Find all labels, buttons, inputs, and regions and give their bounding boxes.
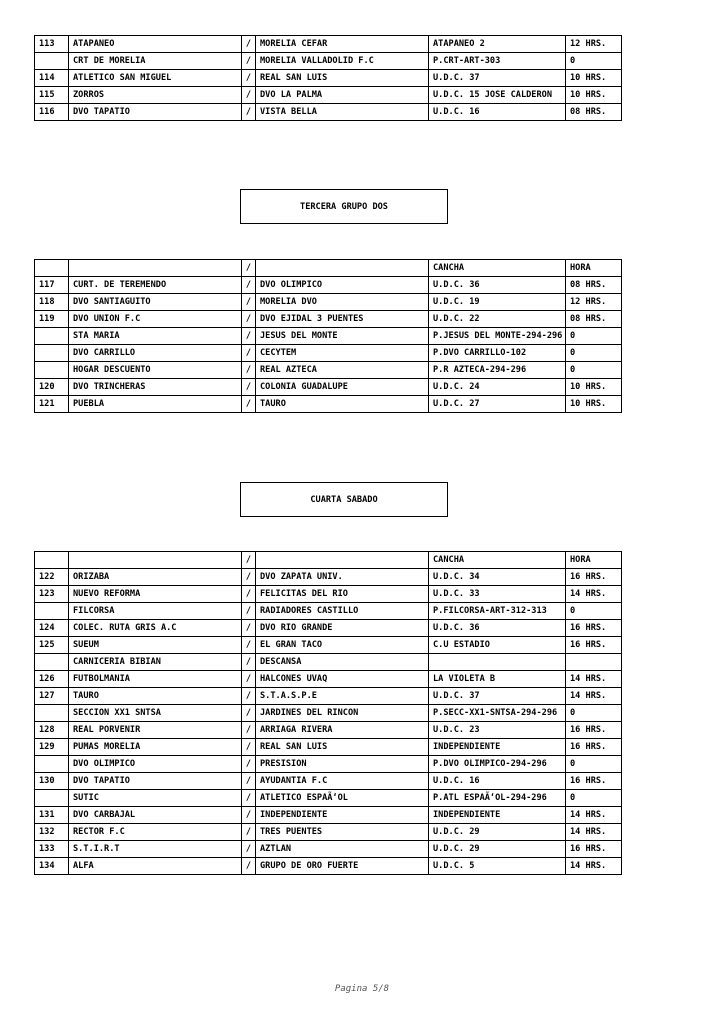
home-team: ZORROS	[69, 87, 242, 104]
match-number: 127	[35, 688, 69, 705]
home-team: SUEUM	[69, 637, 242, 654]
away-team: DESCANSA	[256, 654, 429, 671]
away-team: TAURO	[256, 396, 429, 413]
match-number: 121	[35, 396, 69, 413]
table-row	[35, 345, 622, 362]
separator: /	[242, 756, 256, 773]
home-team: FILCORSA	[69, 603, 242, 620]
kickoff-time: 0	[566, 756, 622, 773]
away-team: JARDINES DEL RINCON	[256, 705, 429, 722]
table-row	[35, 620, 622, 637]
separator: /	[242, 311, 256, 328]
venue: U.D.C. 22	[429, 311, 566, 328]
venue: P.DVO CARRILLO-102	[429, 345, 566, 362]
table-row	[35, 362, 622, 379]
table-row	[35, 328, 622, 345]
venue: U.D.C. 34	[429, 569, 566, 586]
table-row	[35, 311, 622, 328]
match-number	[35, 756, 69, 773]
match-number	[35, 345, 69, 362]
away-team: FELICITAS DEL RIO	[256, 586, 429, 603]
table-row	[35, 824, 622, 841]
header-kickoff-time: HORA	[566, 552, 622, 569]
venue: P.SECC-XX1-SNTSA-294-296	[429, 705, 566, 722]
kickoff-time: 14 HRS.	[566, 586, 622, 603]
separator: /	[242, 858, 256, 875]
kickoff-time: 14 HRS.	[566, 671, 622, 688]
away-team: JESUS DEL MONTE	[256, 328, 429, 345]
kickoff-time: 14 HRS.	[566, 688, 622, 705]
venue: U.D.C. 29	[429, 824, 566, 841]
away-team: COLONIA GUADALUPE	[256, 379, 429, 396]
home-team: DVO TAPATIO	[69, 773, 242, 790]
match-number: 116	[35, 104, 69, 121]
table-row	[35, 104, 622, 121]
match-number	[35, 790, 69, 807]
venue: U.D.C. 16	[429, 104, 566, 121]
venue: C.U ESTADIO	[429, 637, 566, 654]
venue: P.FILCORSA-ART-312-313	[429, 603, 566, 620]
home-team: REAL PORVENIR	[69, 722, 242, 739]
separator: /	[242, 36, 256, 53]
venue: P.DVO OLIMPICO-294-296	[429, 756, 566, 773]
page-footer: Pagina 5/8	[334, 984, 390, 994]
away-team: DVO ZAPATA UNIV.	[256, 569, 429, 586]
match-number: 115	[35, 87, 69, 104]
away-team: MORELIA VALLADOLID F.C	[256, 53, 429, 70]
home-team: ORIZABA	[69, 569, 242, 586]
match-number: 113	[35, 36, 69, 53]
home-team: DVO TAPATIO	[69, 104, 242, 121]
home-team: CURT. DE TEREMENDO	[69, 277, 242, 294]
away-team: PRESISION	[256, 756, 429, 773]
away-team: S.T.A.S.P.E	[256, 688, 429, 705]
match-number: 118	[35, 294, 69, 311]
kickoff-time	[566, 654, 622, 671]
match-number: 128	[35, 722, 69, 739]
away-team: REAL AZTECA	[256, 362, 429, 379]
table-row	[35, 841, 622, 858]
kickoff-time: 16 HRS.	[566, 620, 622, 637]
home-team: DVO UNION F.C	[69, 311, 242, 328]
separator: /	[242, 53, 256, 70]
match-number	[35, 328, 69, 345]
kickoff-time: 14 HRS.	[566, 858, 622, 875]
match-number: 124	[35, 620, 69, 637]
away-team: CECYTEM	[256, 345, 429, 362]
away-team: VISTA BELLA	[256, 104, 429, 121]
header-match-number	[35, 552, 69, 569]
kickoff-time: 0	[566, 328, 622, 345]
separator: /	[242, 586, 256, 603]
table-row	[35, 739, 622, 756]
match-number	[35, 705, 69, 722]
venue: U.D.C. 37	[429, 70, 566, 87]
separator: /	[242, 362, 256, 379]
separator: /	[242, 671, 256, 688]
match-number: 114	[35, 70, 69, 87]
separator: /	[242, 620, 256, 637]
kickoff-time: 16 HRS.	[566, 637, 622, 654]
table-row	[35, 294, 622, 311]
venue: U.D.C. 16	[429, 773, 566, 790]
home-team: ATLETICO SAN MIGUEL	[69, 70, 242, 87]
venue: U.D.C. 33	[429, 586, 566, 603]
kickoff-time: 0	[566, 790, 622, 807]
table-row	[35, 671, 622, 688]
away-team: HALCONES UVAQ	[256, 671, 429, 688]
away-team: DVO RIO GRANDE	[256, 620, 429, 637]
table-row	[35, 637, 622, 654]
home-team: CRT DE MORELIA	[69, 53, 242, 70]
separator: /	[242, 379, 256, 396]
table-row	[35, 688, 622, 705]
table-row	[35, 858, 622, 875]
away-team: RADIADORES CASTILLO	[256, 603, 429, 620]
match-number: 133	[35, 841, 69, 858]
table-row	[35, 773, 622, 790]
table-row	[35, 722, 622, 739]
section-title-tercera: TERCERA GRUPO DOS	[240, 189, 448, 224]
table-row	[35, 379, 622, 396]
venue: U.D.C. 5	[429, 858, 566, 875]
home-team: FUTBOLMANIA	[69, 671, 242, 688]
separator: /	[242, 722, 256, 739]
venue: P.JESUS DEL MONTE-294-296	[429, 328, 566, 345]
match-table-2	[34, 551, 622, 875]
match-number: 117	[35, 277, 69, 294]
home-team: STA MARIA	[69, 328, 242, 345]
separator: /	[242, 637, 256, 654]
header-home-team	[69, 260, 242, 277]
match-number: 132	[35, 824, 69, 841]
separator: /	[242, 328, 256, 345]
kickoff-time: 0	[566, 53, 622, 70]
header-match-number	[35, 260, 69, 277]
away-team: EL GRAN TACO	[256, 637, 429, 654]
home-team: DVO TRINCHERAS	[69, 379, 242, 396]
separator: /	[242, 688, 256, 705]
kickoff-time: 12 HRS.	[566, 36, 622, 53]
kickoff-time: 10 HRS.	[566, 396, 622, 413]
home-team: SECCION XX1 SNTSA	[69, 705, 242, 722]
table-row	[35, 790, 622, 807]
away-team: DVO OLIMPICO	[256, 277, 429, 294]
header-away-team	[256, 552, 429, 569]
table-header-row	[35, 260, 622, 277]
match-number	[35, 603, 69, 620]
venue: LA VIOLETA B	[429, 671, 566, 688]
match-number: 120	[35, 379, 69, 396]
table-row	[35, 396, 622, 413]
separator: /	[242, 739, 256, 756]
match-number: 125	[35, 637, 69, 654]
header-separator: /	[242, 260, 256, 277]
venue: U.D.C. 15 JOSE CALDERON	[429, 87, 566, 104]
home-team: COLEC. RUTA GRIS A.C	[69, 620, 242, 637]
match-table-0	[34, 35, 622, 121]
home-team: NUEVO REFORMA	[69, 586, 242, 603]
kickoff-time: 10 HRS.	[566, 87, 622, 104]
match-number: 126	[35, 671, 69, 688]
home-team: DVO OLIMPICO	[69, 756, 242, 773]
home-team: CARNICERIA BIBIAN	[69, 654, 242, 671]
kickoff-time: 10 HRS.	[566, 70, 622, 87]
home-team: SUTIC	[69, 790, 242, 807]
table-row	[35, 586, 622, 603]
venue: P.CRT-ART-303	[429, 53, 566, 70]
separator: /	[242, 603, 256, 620]
kickoff-time: 12 HRS.	[566, 294, 622, 311]
home-team: HOGAR DESCUENTO	[69, 362, 242, 379]
separator: /	[242, 345, 256, 362]
match-number	[35, 53, 69, 70]
venue: ATAPANEO 2	[429, 36, 566, 53]
match-number: 119	[35, 311, 69, 328]
away-team: TRES PUENTES	[256, 824, 429, 841]
table-row	[35, 654, 622, 671]
home-team: PUEBLA	[69, 396, 242, 413]
section-title-cuarta: CUARTA SABADO	[240, 482, 448, 517]
header-venue: CANCHA	[429, 552, 566, 569]
kickoff-time: 16 HRS.	[566, 739, 622, 756]
table-row	[35, 756, 622, 773]
away-team: MORELIA DVO	[256, 294, 429, 311]
separator: /	[242, 87, 256, 104]
kickoff-time: 14 HRS.	[566, 824, 622, 841]
away-team: ATLETICO ESPAÃ‘OL	[256, 790, 429, 807]
venue: U.D.C. 36	[429, 620, 566, 637]
venue: U.D.C. 29	[429, 841, 566, 858]
home-team: DVO CARBAJAL	[69, 807, 242, 824]
away-team: ARRIAGA RIVERA	[256, 722, 429, 739]
venue: U.D.C. 19	[429, 294, 566, 311]
header-separator: /	[242, 552, 256, 569]
home-team: RECTOR F.C	[69, 824, 242, 841]
away-team: AZTLAN	[256, 841, 429, 858]
home-team: TAURO	[69, 688, 242, 705]
kickoff-time: 08 HRS.	[566, 104, 622, 121]
table-row	[35, 36, 622, 53]
away-team: DVO EJIDAL 3 PUENTES	[256, 311, 429, 328]
away-team: INDEPENDIENTE	[256, 807, 429, 824]
home-team: ATAPANEO	[69, 36, 242, 53]
kickoff-time: 08 HRS.	[566, 311, 622, 328]
kickoff-time: 16 HRS.	[566, 841, 622, 858]
venue: INDEPENDIENTE	[429, 807, 566, 824]
header-kickoff-time: HORA	[566, 260, 622, 277]
venue: U.D.C. 36	[429, 277, 566, 294]
separator: /	[242, 773, 256, 790]
venue: U.D.C. 24	[429, 379, 566, 396]
table-row	[35, 87, 622, 104]
kickoff-time: 0	[566, 603, 622, 620]
table-header-row	[35, 552, 622, 569]
kickoff-time: 0	[566, 705, 622, 722]
separator: /	[242, 841, 256, 858]
table-row	[35, 53, 622, 70]
kickoff-time: 16 HRS.	[566, 773, 622, 790]
home-team: S.T.I.R.T	[69, 841, 242, 858]
match-number	[35, 654, 69, 671]
venue	[429, 654, 566, 671]
table-row	[35, 569, 622, 586]
away-team: MORELIA CEFAR	[256, 36, 429, 53]
separator: /	[242, 70, 256, 87]
kickoff-time: 0	[566, 362, 622, 379]
table-row	[35, 70, 622, 87]
venue: P.R AZTECA-294-296	[429, 362, 566, 379]
away-team: AYUDANTIA F.C	[256, 773, 429, 790]
table-row	[35, 705, 622, 722]
table-row	[35, 807, 622, 824]
separator: /	[242, 790, 256, 807]
separator: /	[242, 654, 256, 671]
venue: U.D.C. 27	[429, 396, 566, 413]
away-team: DVO LA PALMA	[256, 87, 429, 104]
header-home-team	[69, 552, 242, 569]
separator: /	[242, 294, 256, 311]
away-team: REAL SAN LUIS	[256, 70, 429, 87]
home-team: DVO CARRILLO	[69, 345, 242, 362]
separator: /	[242, 807, 256, 824]
match-number: 134	[35, 858, 69, 875]
table-row	[35, 603, 622, 620]
venue: U.D.C. 23	[429, 722, 566, 739]
header-venue: CANCHA	[429, 260, 566, 277]
home-team: PUMAS MORELIA	[69, 739, 242, 756]
match-table-1	[34, 259, 622, 413]
venue: P.ATL ESPAÃ‘OL-294-296	[429, 790, 566, 807]
match-number: 130	[35, 773, 69, 790]
kickoff-time: 08 HRS.	[566, 277, 622, 294]
match-number: 131	[35, 807, 69, 824]
kickoff-time: 0	[566, 345, 622, 362]
separator: /	[242, 104, 256, 121]
match-number	[35, 362, 69, 379]
venue: INDEPENDIENTE	[429, 739, 566, 756]
table-row	[35, 277, 622, 294]
home-team: DVO SANTIAGUITO	[69, 294, 242, 311]
kickoff-time: 16 HRS.	[566, 722, 622, 739]
header-away-team	[256, 260, 429, 277]
match-number: 129	[35, 739, 69, 756]
match-number: 123	[35, 586, 69, 603]
kickoff-time: 16 HRS.	[566, 569, 622, 586]
separator: /	[242, 705, 256, 722]
away-team: REAL SAN LUIS	[256, 739, 429, 756]
separator: /	[242, 569, 256, 586]
kickoff-time: 10 HRS.	[566, 379, 622, 396]
kickoff-time: 14 HRS.	[566, 807, 622, 824]
separator: /	[242, 824, 256, 841]
separator: /	[242, 396, 256, 413]
match-number: 122	[35, 569, 69, 586]
separator: /	[242, 277, 256, 294]
venue: U.D.C. 37	[429, 688, 566, 705]
home-team: ALFA	[69, 858, 242, 875]
away-team: GRUPO DE ORO FUERTE	[256, 858, 429, 875]
